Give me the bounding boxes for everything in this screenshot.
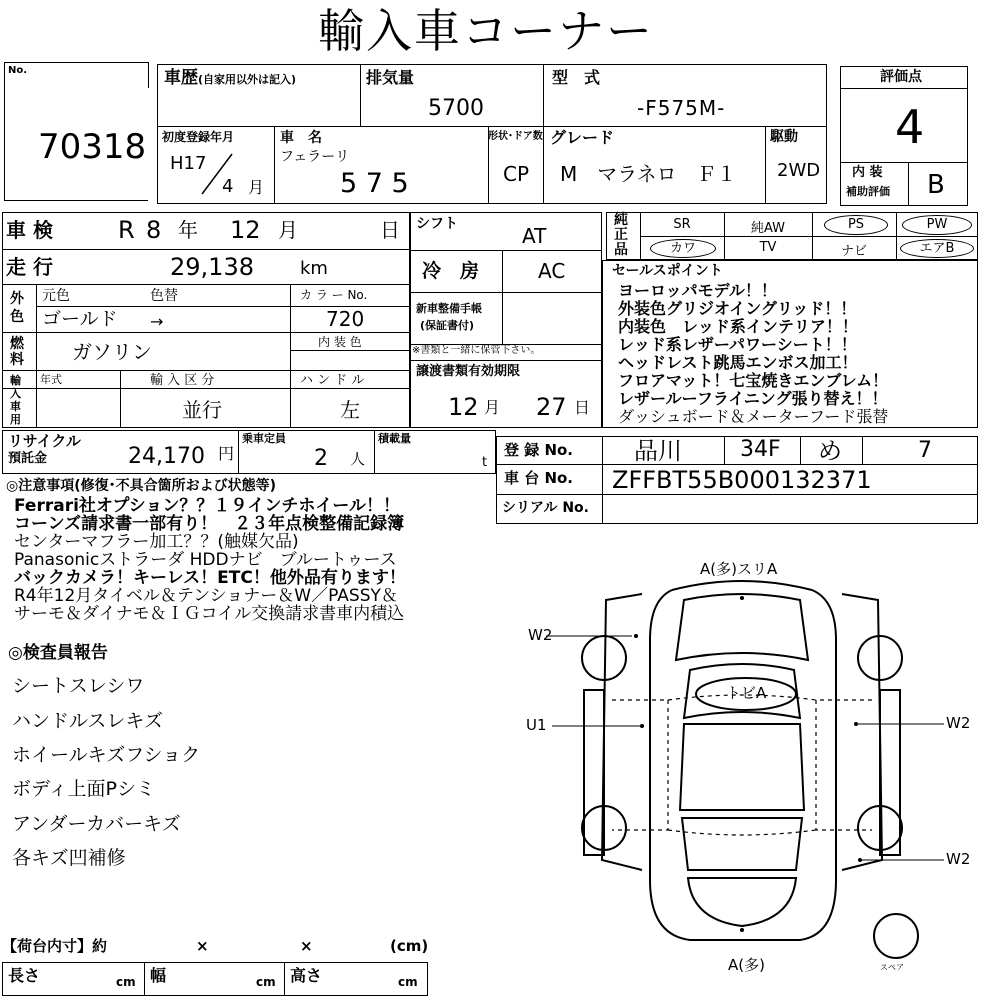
handle-value: 左	[340, 398, 360, 422]
transfer-month-unit: 月	[484, 398, 501, 417]
maint-label-1: 新車整備手帳	[416, 302, 482, 315]
shaken-day-unit: 日	[380, 218, 400, 242]
shaken-month: 12	[230, 216, 261, 244]
note-line: バックカメラ！キーレス！ETC！他外品有ります！	[14, 568, 406, 588]
score-label: 評価点	[880, 69, 922, 85]
diagram-spare-label: スペア	[880, 963, 904, 972]
diagram-right-side-label: W2	[946, 714, 971, 732]
cargo-grid	[2, 962, 428, 996]
equip-airbag: エアB	[900, 239, 974, 258]
displacement-value: 5700	[428, 96, 484, 121]
body-type-label: 形状･ドア数	[488, 131, 543, 142]
transfer-label: 譲渡書類有効期限	[416, 364, 521, 379]
color-no: 720	[326, 307, 365, 331]
reg-label: 登 録 No.	[504, 441, 574, 459]
handle-label: ハ ン ド ル	[300, 373, 365, 388]
reg-number: 7	[918, 438, 932, 463]
capacity-label: 乗車定員	[242, 432, 286, 445]
import-label: 輸入車用	[10, 374, 21, 426]
width-label: 幅	[150, 966, 167, 985]
equip-ps: PS	[824, 215, 888, 235]
diagram-front-label: A(多)スリA	[700, 560, 778, 578]
reg-kana: め	[818, 437, 842, 465]
load-unit: t	[482, 455, 488, 470]
displacement-label: 排気量	[366, 68, 415, 87]
interior-label-2: 補助評価	[846, 185, 890, 198]
ac-value: AC	[538, 259, 566, 283]
sales-point: フロアマット！七宝焼きエンブレム！	[618, 371, 889, 390]
fuel-label: 燃料	[10, 336, 24, 368]
height-unit: cm	[398, 975, 418, 989]
notes-label: ◎注意事項(修復･不具合箇所および状態等)	[6, 478, 277, 494]
diagram-rear-label: A(多)	[728, 956, 765, 974]
orig-color-label: 元色	[42, 288, 70, 304]
equip-aw: 純AW	[750, 221, 786, 236]
score-value: 4	[895, 100, 925, 154]
length-label: 長さ	[8, 966, 41, 985]
transfer-day: 27	[536, 393, 567, 421]
fuel-value: ガソリン	[72, 340, 152, 364]
diagram-left-side-label: U1	[526, 716, 547, 734]
car-damage-diagram	[500, 560, 980, 980]
model-label: 型 式	[552, 68, 601, 87]
grade-label: グレード	[550, 128, 615, 147]
diagram-right-rear-label: W2	[946, 850, 971, 868]
equip-pw: PW	[902, 215, 972, 235]
equip-label: 純正品	[614, 212, 628, 258]
inspector-label: ◎検査員報告	[8, 643, 108, 663]
inspector-note: アンダーカバーキズ	[12, 813, 181, 835]
first-reg-label: 初度登録年月	[162, 130, 235, 144]
shaken-era: R	[118, 216, 135, 244]
sales-point: レザールーフライニング張り替え！！	[618, 389, 888, 408]
ac-label: 冷 房	[422, 260, 480, 282]
shift-label: シフト	[416, 216, 458, 232]
note-line: Ferrari社オプション？？１９インチホイール！！	[14, 496, 401, 516]
yen-unit: 円	[218, 444, 235, 463]
equip-navi: ナビ	[840, 244, 867, 259]
grade: M マラネロ Ｆ１	[560, 162, 737, 186]
reg-class: 34F	[740, 437, 781, 462]
person-unit: 人	[350, 450, 366, 468]
shift-value: AT	[522, 224, 547, 248]
equip-leather: カワ	[650, 239, 716, 258]
drive-label: 駆動	[770, 129, 798, 145]
color-value: ゴールド	[42, 308, 118, 330]
equip-tv: TV	[759, 240, 777, 255]
height-label: 高さ	[290, 966, 323, 985]
sales-point: ダッシュボード＆メーターフード張替	[618, 407, 889, 426]
equip-sr: SR	[673, 217, 691, 232]
shaken-year-unit: 年	[178, 218, 198, 242]
color-arrow: →	[150, 312, 164, 331]
model-year-label: 年式	[40, 373, 62, 386]
recycle-label-1: リサイクル	[8, 432, 81, 450]
note-line: サーモ＆ダイナモ＆ＩＧコイル交換請求書車内積込	[14, 604, 405, 624]
color-no-label: カ ラ ー No.	[300, 288, 368, 302]
capacity-value: 2	[314, 446, 328, 471]
shaken-year: 8	[146, 216, 162, 244]
shaken-month-unit: 月	[278, 218, 298, 242]
inspector-note: ホイールキズフショク	[12, 744, 201, 766]
stock-number: 70318	[38, 127, 147, 167]
inspector-note: 各キズ凹補修	[12, 847, 126, 869]
cargo-x-2: ×	[300, 937, 313, 955]
chassis-number: ZFFBT55B000132371	[612, 466, 872, 494]
inspector-note: ボディ上面Pシミ	[12, 778, 155, 800]
mileage-value: 29,138	[170, 253, 254, 281]
car-name: 5 7 5	[340, 168, 409, 199]
no-label: No.	[8, 65, 28, 76]
cargo-unit: (cm)	[390, 937, 429, 955]
cargo-label: 【荷台内寸】約	[2, 937, 108, 955]
recycle-fee: 24,170	[128, 444, 205, 469]
length-unit: cm	[116, 975, 136, 989]
body-type: CP	[503, 162, 530, 186]
load-label: 積載量	[378, 432, 411, 445]
note-line: R4年12月タイベル＆テンショナー＆W／PASSY＆	[14, 586, 398, 606]
recycle-label-2: 預託金	[8, 451, 48, 466]
mileage-unit: km	[300, 258, 328, 279]
page-title: 輸入車コーナー	[318, 4, 654, 58]
inspector-note: ハンドルスレキズ	[12, 710, 164, 732]
inspector-note: シートスレシワ	[12, 675, 145, 697]
maker-name: フェラーリ	[280, 149, 350, 165]
sales-label: セールスポイント	[612, 263, 723, 279]
interior-label-1: 内 装	[852, 165, 883, 180]
first-reg-era: H17	[170, 153, 207, 174]
cargo-x-1: ×	[196, 937, 209, 955]
exterior-label: 外色	[10, 291, 24, 325]
diagram-roof-label: トビA	[726, 684, 767, 702]
interior-grade: B	[927, 170, 945, 200]
sales-point: レッド系レザーパワーシート！！	[618, 335, 857, 354]
stock-no-box	[4, 62, 152, 202]
maint-label-2: (保証書付)	[420, 319, 475, 332]
color-change-label: 色替	[150, 288, 178, 304]
sales-point: ヨーロッパモデル！！	[618, 281, 777, 300]
maint-note: ※書類と一緒に保管下さい。	[412, 345, 541, 356]
interior-color-label: 内 装 色	[318, 335, 362, 349]
reg-area: 品川	[634, 437, 682, 465]
import-type: 並行	[182, 398, 222, 422]
first-reg-month: 4	[222, 176, 234, 197]
history-label: 車歴(自家用以外は記入)	[164, 68, 297, 88]
sales-point: ヘッドレスト跳馬エンボス加工！	[618, 353, 858, 372]
serial-label: シリアル No.	[502, 500, 589, 516]
diagram-left-front-label: W2	[528, 626, 553, 644]
shaken-label: 車 検	[6, 218, 53, 242]
first-reg-month-unit: 月	[248, 178, 265, 197]
note-line: Panasonicストラーダ HDDナビ ブルートゥース	[14, 550, 397, 570]
transfer-month: 12	[448, 393, 479, 421]
drive-value: 2WD	[777, 160, 821, 181]
chassis-label: 車 台 No.	[504, 469, 574, 487]
sales-point: 内装色 レッド系インテリア！！	[618, 317, 858, 336]
transfer-day-unit: 日	[574, 398, 591, 417]
mileage-label: 走 行	[6, 255, 53, 279]
note-line: センターマフラー加工？？(触媒欠品)	[14, 532, 299, 552]
car-name-label: 車 名	[280, 130, 322, 146]
model-code: -F575M-	[637, 96, 726, 120]
sales-point: 外装色グリジオイングリッド！！	[618, 299, 857, 318]
note-line: コーンズ請求書一部有り！ ２３年点検整備記録簿	[14, 514, 405, 534]
import-type-label: 輸 入 区 分	[150, 373, 215, 388]
width-unit: cm	[256, 975, 276, 989]
